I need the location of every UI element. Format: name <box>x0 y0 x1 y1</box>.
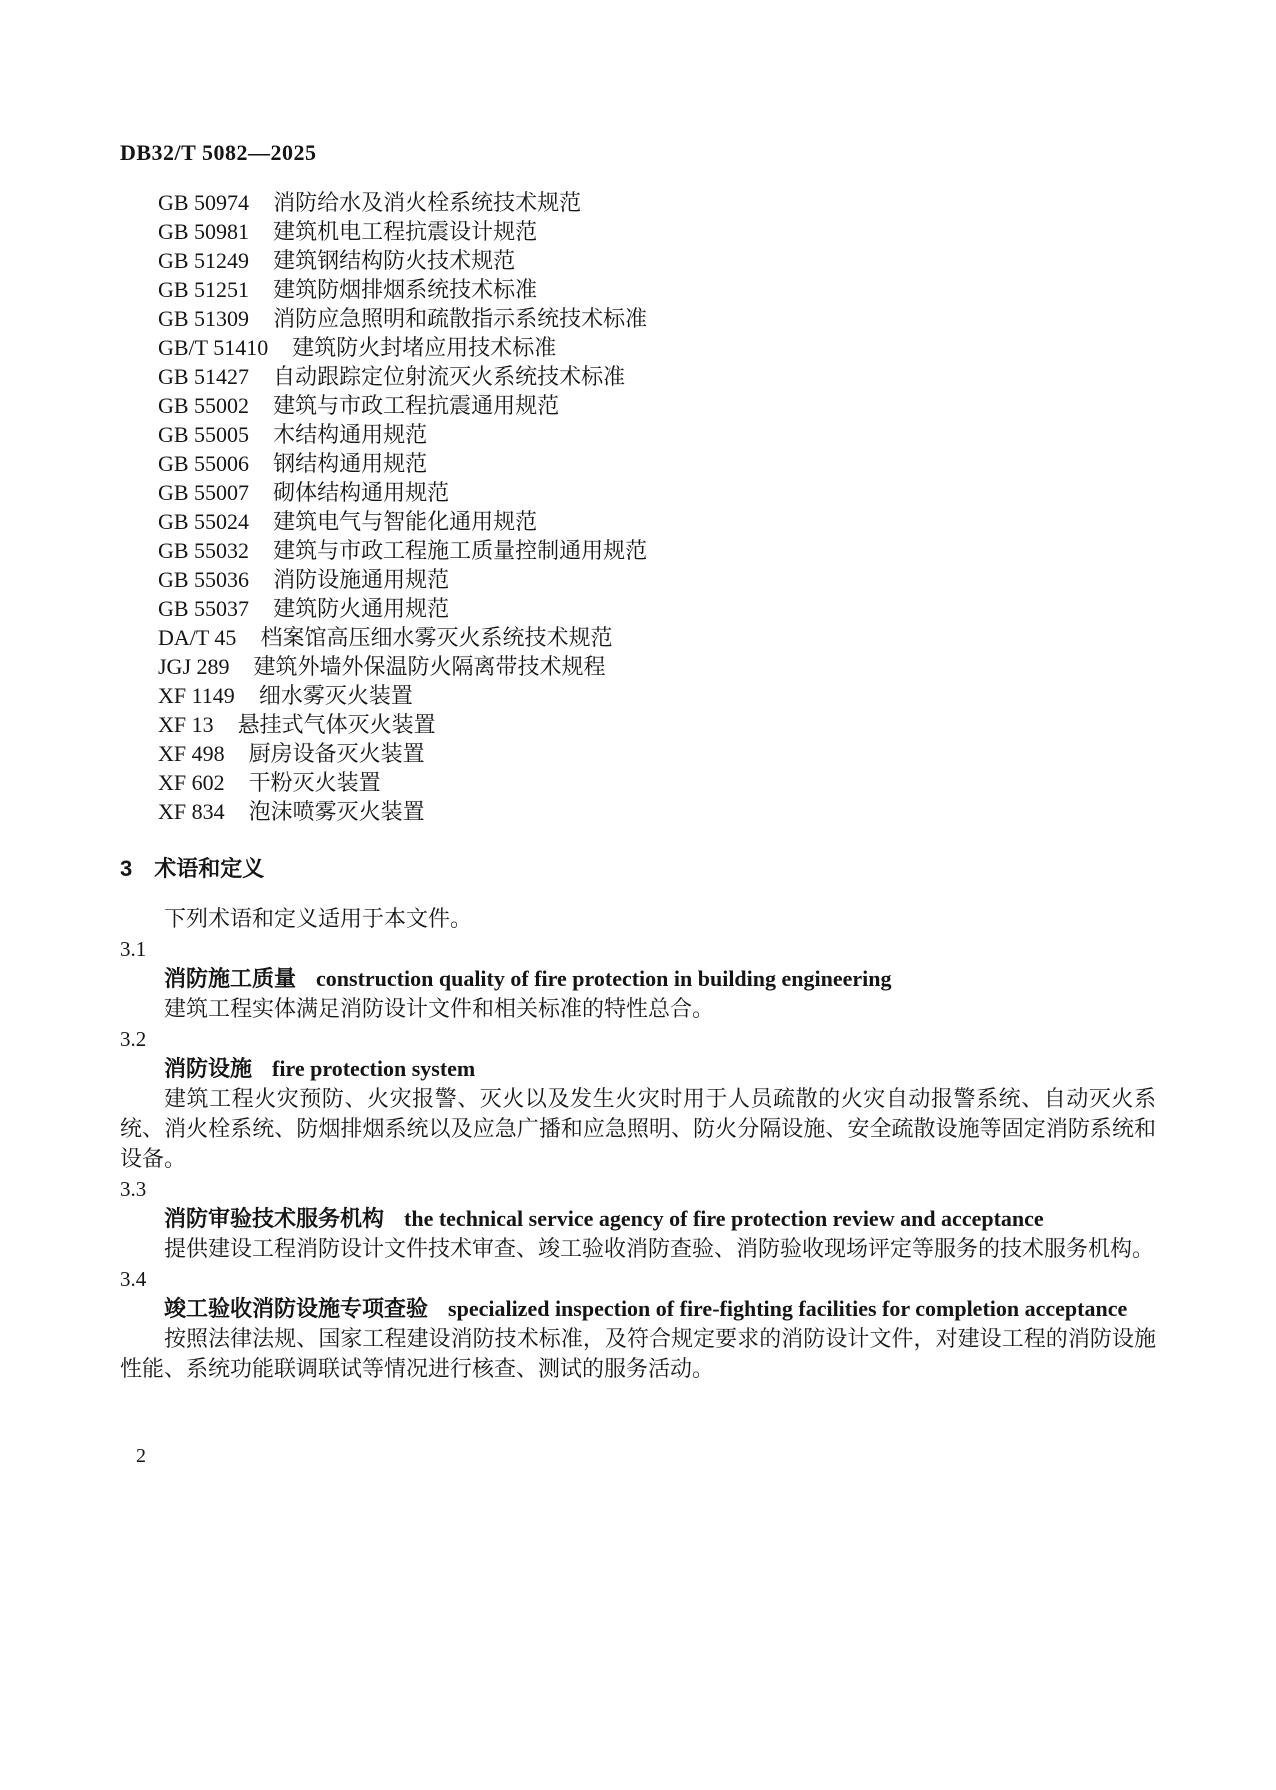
term-name-chinese: 消防施工质量 <box>164 966 297 991</box>
reference-code: GB 51249 <box>158 248 250 273</box>
reference-item <box>158 333 1156 362</box>
page-footer <box>136 1444 146 1468</box>
reference-code: GB 55024 <box>158 509 250 534</box>
term-block <box>120 1174 1156 1264</box>
term-name <box>120 1204 1156 1234</box>
term-name <box>120 964 1156 994</box>
reference-title: 自动跟踪定位射流灭火系统技术标准 <box>273 364 626 389</box>
reference-item <box>158 739 1156 768</box>
reference-code: GB 51309 <box>158 306 250 331</box>
term-name-chinese: 消防设施 <box>164 1056 253 1081</box>
term-id: 3.2 <box>120 1027 147 1051</box>
reference-title: 建筑与市政工程施工质量控制通用规范 <box>273 538 648 563</box>
terms-and-definitions-list <box>120 934 1156 1384</box>
reference-item <box>158 507 1156 536</box>
section-title: 术语和定义 <box>154 856 265 881</box>
reference-title: 建筑防火通用规范 <box>273 596 450 621</box>
reference-title: 建筑防烟排烟系统技术标准 <box>273 277 538 302</box>
reference-item <box>158 623 1156 652</box>
reference-item <box>158 188 1156 217</box>
reference-title: 消防设施通用规范 <box>273 567 450 592</box>
term-name-chinese: 消防审验技术服务机构 <box>164 1206 385 1231</box>
reference-title: 钢结构通用规范 <box>273 451 428 476</box>
reference-title: 砌体结构通用规范 <box>273 480 450 505</box>
reference-code: GB 55036 <box>158 567 250 592</box>
term-name <box>120 1054 1156 1084</box>
reference-code: GB 55037 <box>158 596 250 621</box>
term-name-english: the technical service agency of fire protection review and acceptance <box>404 1206 1044 1231</box>
reference-title: 厨房设备灭火装置 <box>248 741 425 766</box>
section-intro: 下列术语和定义适用于本文件。 <box>164 906 473 931</box>
reference-code: XF 13 <box>158 712 214 737</box>
reference-title: 建筑与市政工程抗震通用规范 <box>273 393 560 418</box>
reference-code: XF 602 <box>158 770 225 795</box>
reference-item <box>158 594 1156 623</box>
term-definition: 建筑工程实体满足消防设计文件和相关标准的特性总合。 <box>164 996 715 1021</box>
section-number: 3 <box>120 856 133 881</box>
reference-code: XF 498 <box>158 741 225 766</box>
term-name-english: specialized inspection of fire-fighting facilities for completion acceptance <box>448 1296 1128 1321</box>
reference-item <box>158 304 1156 333</box>
reference-code: GB 51427 <box>158 364 250 389</box>
reference-code: XF 834 <box>158 799 225 824</box>
reference-title: 细水雾灭火装置 <box>258 683 413 708</box>
reference-item <box>158 797 1156 826</box>
reference-title: 消防应急照明和疏散指示系统技术标准 <box>273 306 648 331</box>
reference-item <box>158 710 1156 739</box>
reference-code: JGJ 289 <box>158 654 230 679</box>
term-name-chinese: 竣工验收消防设施专项查验 <box>164 1296 429 1321</box>
reference-code: GB 55002 <box>158 393 250 418</box>
reference-code: GB 55005 <box>158 422 250 447</box>
reference-item <box>158 275 1156 304</box>
term-name-english: construction quality of fire protection in building engineering <box>316 966 892 991</box>
term-definition: 提供建设工程消防设计文件技术审查、竣工验收消防查验、消防验收现场评定等服务的技术服务机构。 <box>164 1236 1155 1261</box>
reference-item <box>158 217 1156 246</box>
reference-title: 档案馆高压细水雾灭火系统技术规范 <box>260 625 613 650</box>
term-definition: 建筑工程火灾预防、火灾报警、灭火以及发生火灾时用于人员疏散的火灾自动报警系统、自动灭火系统、消火栓系统、防烟排烟系统以及应急广播和应急照明、防火分隔设施、安全疏散设施等固定消防系统和设备。 <box>120 1086 1156 1171</box>
reference-item <box>158 391 1156 420</box>
reference-item <box>158 478 1156 507</box>
term-name-english: fire protection system <box>272 1056 476 1081</box>
reference-title: 泡沫喷雾灭火装置 <box>248 799 425 824</box>
section-heading <box>120 856 1156 882</box>
term-definition: 按照法律法规、国家工程建设消防技术标准，及符合规定要求的消防设计文件，对建设工程的消防设施性能、系统功能联调联试等情况进行核查、测试的服务活动。 <box>120 1326 1156 1381</box>
reference-code: GB 55007 <box>158 480 250 505</box>
term-block <box>120 1024 1156 1174</box>
term-id: 3.3 <box>120 1177 147 1201</box>
reference-code: GB 55032 <box>158 538 250 563</box>
reference-item <box>158 768 1156 797</box>
reference-item <box>158 652 1156 681</box>
reference-item <box>158 420 1156 449</box>
document-header <box>120 140 1156 166</box>
term-block <box>120 1264 1156 1384</box>
reference-item <box>158 362 1156 391</box>
reference-code: DA/T 45 <box>158 625 237 650</box>
reference-code: XF 1149 <box>158 683 235 708</box>
reference-item <box>158 536 1156 565</box>
reference-title: 建筑钢结构防火技术规范 <box>273 248 516 273</box>
reference-title: 干粉灭火装置 <box>248 770 381 795</box>
reference-item <box>158 449 1156 478</box>
normative-references-list <box>120 188 1156 826</box>
reference-title: 建筑机电工程抗震设计规范 <box>273 219 538 244</box>
reference-item <box>158 681 1156 710</box>
term-id: 3.1 <box>120 937 147 961</box>
page-number: 2 <box>136 1445 146 1467</box>
reference-title: 建筑防火封堵应用技术标准 <box>292 335 557 360</box>
term-block <box>120 934 1156 1024</box>
reference-title: 木结构通用规范 <box>273 422 428 447</box>
term-id: 3.4 <box>120 1267 147 1291</box>
reference-title: 建筑电气与智能化通用规范 <box>273 509 538 534</box>
reference-code: GB/T 51410 <box>158 335 269 360</box>
reference-title: 悬挂式气体灭火装置 <box>237 712 436 737</box>
reference-code: GB 51251 <box>158 277 250 302</box>
reference-title: 建筑外墙外保温防火隔离带技术规程 <box>253 654 606 679</box>
reference-code: GB 50981 <box>158 219 250 244</box>
reference-item <box>158 565 1156 594</box>
term-name <box>120 1294 1156 1324</box>
standard-number: DB32/T 5082—2025 <box>120 140 317 165</box>
reference-item <box>158 246 1156 275</box>
reference-code: GB 50974 <box>158 190 250 215</box>
reference-title: 消防给水及消火栓系统技术规范 <box>273 190 582 215</box>
reference-code: GB 55006 <box>158 451 250 476</box>
